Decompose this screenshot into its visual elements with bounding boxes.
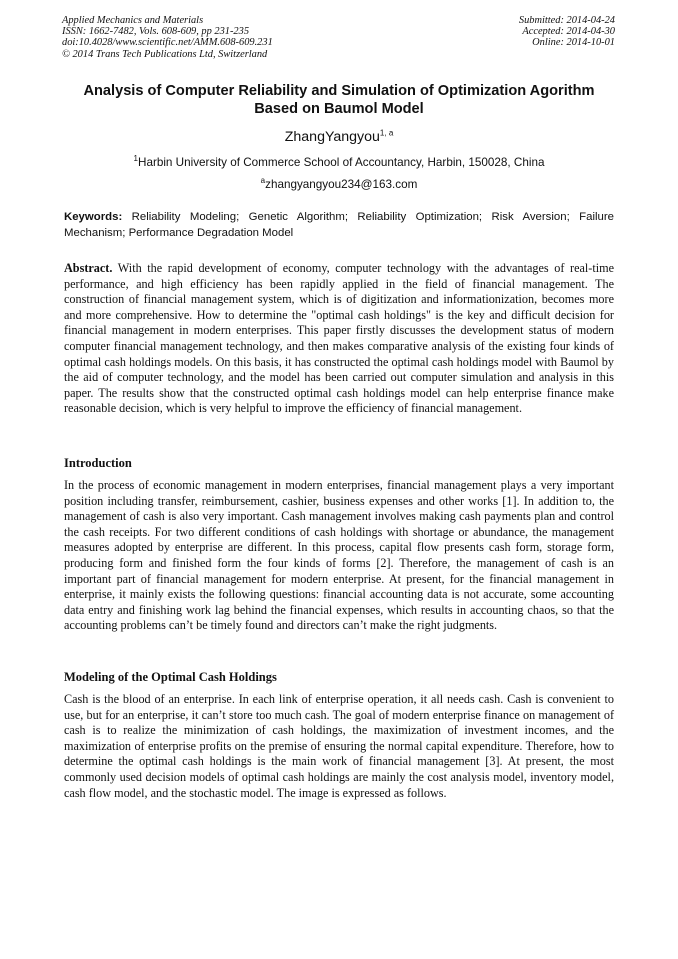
introduction-heading: Introduction: [64, 456, 132, 470]
author-name: ZhangYangyou: [284, 129, 380, 145]
accepted-date: Accepted: 2014-04-30: [522, 26, 615, 38]
affiliation-superscript: 1: [133, 154, 138, 164]
email-line: [64, 178, 614, 191]
journal-info: [62, 15, 273, 60]
email-superscript: a: [260, 176, 266, 186]
introduction-paragraph: In the process of economic management in modern enterprises, financial management plays a very important position including transfer, reimbursement, cashier, business expenses and other works [1]. In addition to, the management of cash is also very important. Cash management involves making cash payments plan and control the cash receipts. For two different conditions of cash holdings with shortage or abundance, the management measures adopted by enterprise are different. In this process, capital flow presents cash form, storage form, producing form and finished form the four kinds of forms [2]. Therefore, the management of cash is an important part of financial management for modern enterprise. At present, for the financial management in enterprise, it mainly exists the following questions: financial accounting data is not accurate, some accounting data entry and finishing work lag behind the financial expenses, which results in accounting chaos, so that the accounting problems can’t be timely found and directors can’t make the right judgments.: [64, 478, 614, 633]
online-date: Online: 2014-10-01: [532, 37, 615, 49]
affiliation-line: [64, 156, 614, 169]
author-email: zhangyangyou234@163.com: [265, 178, 418, 191]
abstract-text: With the rapid development of economy, computer technology with the advantages of real-time performance, and high efficiency has been rapidly applied in the field of financial management. The construction of financial management system, which is of digitization and informationization, becomes more and more comprehensive. How to determine the "optimal cash holdings" is the key and difficult decision for financial management in modern enterprises. This paper firstly discusses the development status of modern computer financial management technology, and then makes comparative analysis of the existing four kinds of optimal cash holdings models. On this basis, it has constructed the optimal cash holdings model with Baumol by the aid of computer technology, and the model has been carried out computer simulation and analysis in this paper. The results show that the constructed optimal cash holdings model can help enterprise finance make reasonable decision, which is very helpful to improve the efficiency of financial management.: [64, 261, 614, 416]
modeling-heading: Modeling of the Optimal Cash Holdings: [64, 670, 277, 684]
submission-dates: [519, 15, 615, 49]
submitted-date: Submitted: 2014-04-24: [518, 15, 615, 26]
journal-issn: ISSN: 1662-7482, Vols. 608-609, pp 231-235: [62, 26, 250, 38]
abstract: [64, 261, 614, 417]
keywords-label: Keywords:: [64, 211, 123, 223]
author-superscript: 1, a: [379, 128, 394, 138]
modeling-paragraph: Cash is the blood of an enterprise. In each link of enterprise operation, it all needs cash. Cash is convenient to use, but for an enterprise, it can’t store too much cash. The goal of modern enterprise finance on management of cash is to realize the minimization of cash holdings, the maximization of investment incomes, and the maximization of enterprise profits on the premise of ensuring the normal capital expenditure. Therefore, how to determine the optimal cash holdings is the main work of financial management [3]. At present, the most commonly used decision models of optimal cash holdings are mainly the cost analysis model, inventory model, cash flow model, and the stochastic model. The image is expressed as follows.: [64, 692, 614, 800]
affiliation: Harbin University of Commerce School of Accountancy, Harbin, 150028, China: [138, 156, 545, 169]
author-line: [64, 129, 614, 145]
keywords: [64, 210, 614, 241]
journal-copyright: © 2014 Trans Tech Publications Ltd, Switzerland: [62, 48, 268, 60]
journal-doi: doi:10.4028/www.scientific.net/AMM.608-609.231: [62, 37, 273, 49]
abstract-label: Abstract.: [64, 261, 113, 275]
paper-title: Analysis of Computer Reliability and Simulation of Optimization Agorithm Based on Baumol Model: [83, 83, 595, 117]
journal-name: Applied Mechanics and Materials: [62, 15, 204, 26]
keywords-text: Reliability Modeling; Genetic Algorithm; Reliability Optimization; Risk Aversion; Failure Mechanism; Performance Degradation Model: [64, 211, 614, 239]
